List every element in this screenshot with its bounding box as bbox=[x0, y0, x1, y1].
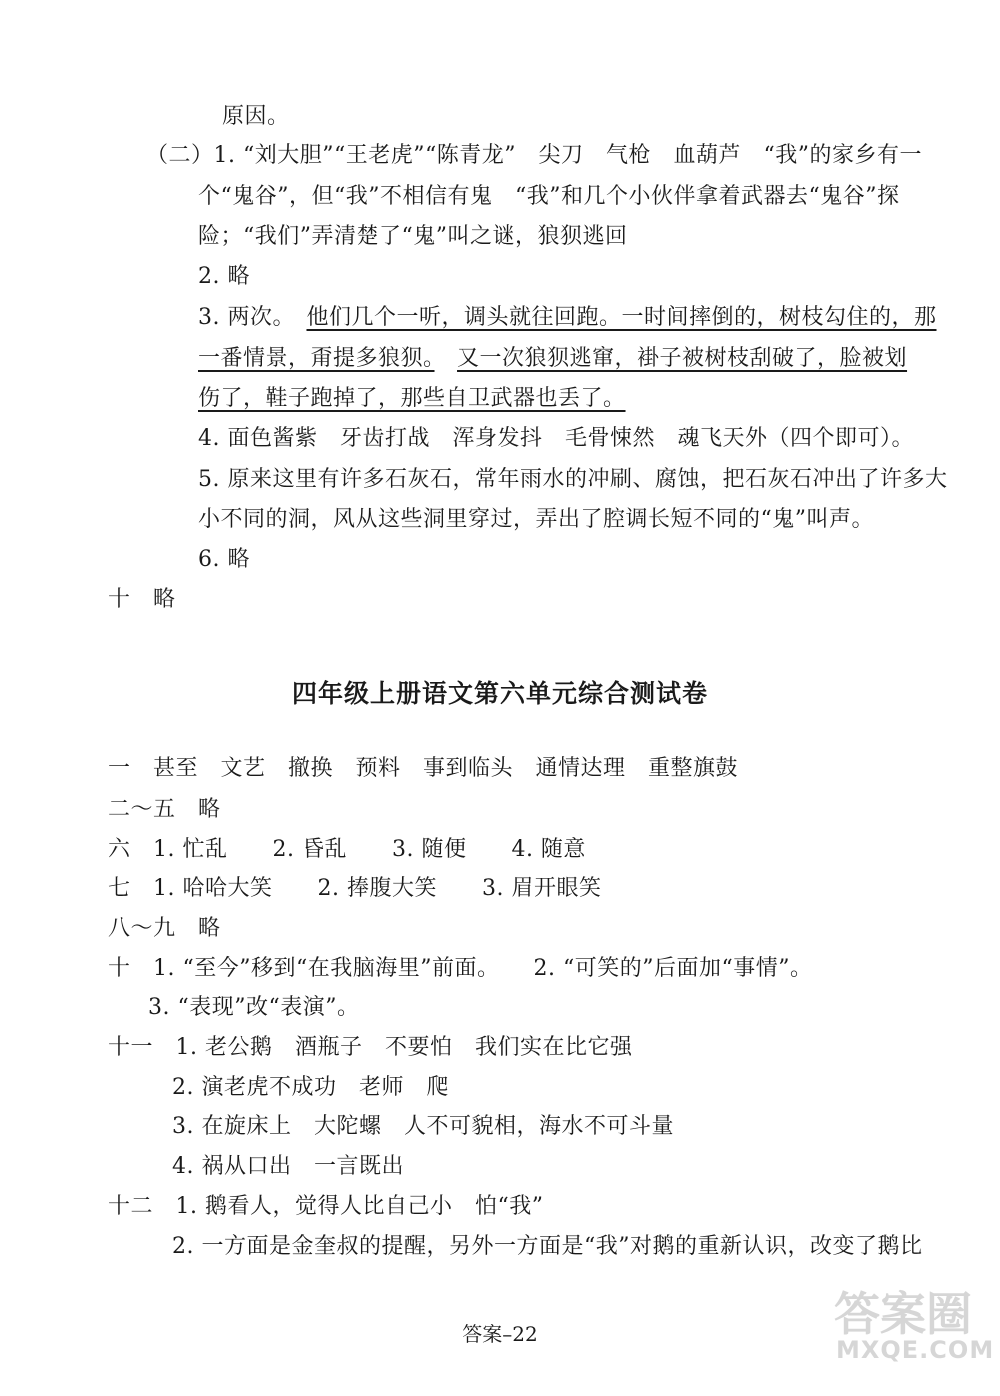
answer-line: 八～九 略 bbox=[108, 916, 221, 941]
text-line: 4. 面色酱紫 牙齿打战 浑身发抖 毛骨悚然 魂飞天外（四个即可）。 bbox=[198, 426, 914, 451]
underlined-passage: 又一次狼狈逃窜，褂子被树枝刮破了，脸被划 bbox=[457, 346, 908, 371]
text-line: 险；“我们”弄清楚了“鬼”叫之谜，狼狈逃回 bbox=[198, 224, 628, 249]
text-line: 原因。 bbox=[222, 104, 290, 129]
text-line: 个“鬼谷”，但“我”不相信有鬼 “我”和几个小伙伴拿着武器去“鬼谷”探 bbox=[198, 184, 900, 209]
answer-line: 七 1. 哈哈大笑 2. 捧腹大笑 3. 眉开眼笑 bbox=[108, 876, 602, 901]
answer-line: 2. 演老虎不成功 老师 爬 bbox=[172, 1075, 449, 1100]
section-title: 四年级上册语文第六单元综合测试卷 bbox=[291, 679, 708, 708]
text-line bbox=[198, 303, 937, 333]
answer-line: 十二 1. 鹅看人，觉得人比自己小 怕“我” bbox=[108, 1194, 544, 1219]
text-line: 2. 略 bbox=[198, 264, 250, 289]
text-line: 5. 原来这里有许多石灰石，常年雨水的冲刷、腐蚀，把石灰石冲出了许多大 bbox=[198, 467, 948, 492]
answer-line: 六 1. 忙乱 2. 昏乱 3. 随便 4. 随意 bbox=[108, 837, 586, 862]
answer-line: 一 甚至 文艺 撤换 预料 事到临头 通情达理 重整旗鼓 bbox=[108, 756, 739, 781]
spacer bbox=[435, 346, 458, 371]
underlined-passage: 一番情景，甭提多狼狈。 bbox=[198, 346, 435, 371]
answer-label: 3. 两次。 bbox=[198, 305, 307, 330]
underlined-passage: 伤了，鞋子跑掉了，那些自卫武器也丢了。 bbox=[198, 386, 626, 411]
text-line: 十 略 bbox=[108, 587, 176, 612]
answer-line: 十一 1. 老公鹅 酒瓶子 不要怕 我们实在比它强 bbox=[108, 1035, 633, 1060]
answer-line: 4. 祸从口出 一言既出 bbox=[172, 1154, 404, 1179]
text-line bbox=[198, 384, 626, 414]
answer-line: 3. 在旋床上 大陀螺 人不可貌相，海水不可斗量 bbox=[172, 1114, 674, 1139]
text-line bbox=[198, 344, 907, 374]
underlined-passage: 他们几个一听，调头就往回跑。一时间摔倒的，树枝勾住的，那 bbox=[306, 305, 937, 330]
answer-line: 3. “表现”改“表演”。 bbox=[148, 995, 360, 1020]
watermark-logo bbox=[828, 1278, 995, 1374]
page-number: 答案–22 bbox=[462, 1322, 538, 1346]
watermark-en: MXQE.COM bbox=[836, 1336, 995, 1364]
text-line: 小不同的洞，风从这些洞里穿过，弄出了腔调长短不同的“鬼”叫声。 bbox=[198, 507, 874, 532]
answer-line: 十 1. “至今”移到“在我脑海里”前面。 2. “可笑的”后面加“事情”。 bbox=[108, 956, 813, 981]
answer-line: 二～五 略 bbox=[108, 797, 221, 822]
watermark-cn: 答案圈 bbox=[834, 1287, 972, 1341]
answer-line: 2. 一方面是金奎叔的提醒，另外一方面是“我”对鹅的重新认识，改变了鹅比 bbox=[172, 1234, 923, 1259]
text-line: 6. 略 bbox=[198, 547, 250, 572]
text-line: （二）1. “刘大胆”“王老虎”“陈青龙” 尖刀 气枪 血葫芦 “我”的家乡有一 bbox=[146, 143, 922, 168]
